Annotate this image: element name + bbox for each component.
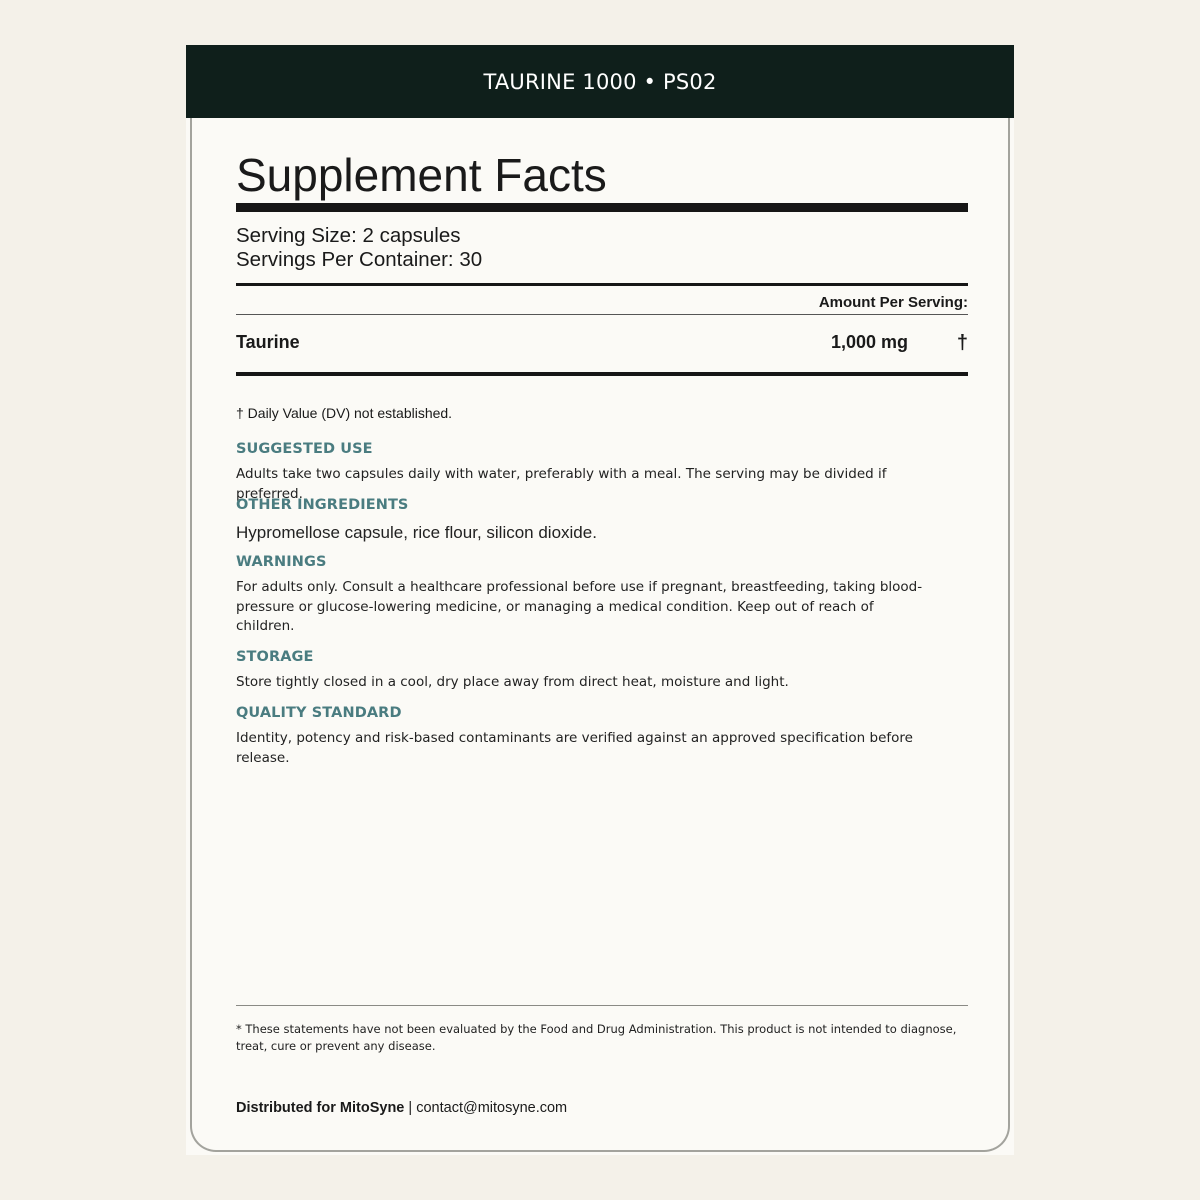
storage-heading: STORAGE bbox=[236, 649, 314, 665]
nutrient-row bbox=[236, 332, 968, 358]
nutrient-name: Taurine bbox=[236, 332, 300, 352]
serving-size: Serving Size: 2 capsules bbox=[236, 224, 461, 247]
distributor-line bbox=[236, 1100, 567, 1116]
suggested-use-heading: SUGGESTED USE bbox=[236, 441, 373, 457]
amount-per-serving-header: Amount Per Serving: bbox=[818, 294, 968, 311]
facts-title: Supplement Facts bbox=[236, 149, 607, 201]
nutrient-dv-symbol: † bbox=[956, 332, 968, 354]
supplement-label bbox=[186, 45, 1014, 1155]
dv-note: † Daily Value (DV) not established. bbox=[236, 405, 453, 421]
product-title: TAURINE 1000 • PS02 bbox=[483, 69, 717, 94]
footer-rule bbox=[236, 1005, 968, 1006]
servings-per-container: Servings Per Container: 30 bbox=[236, 248, 483, 271]
nutrient-amount: 1,000 mg bbox=[830, 332, 908, 352]
contact-email: contact@mitosyne.com bbox=[416, 1100, 568, 1116]
other-ingredients-heading: OTHER INGREDIENTS bbox=[236, 497, 409, 513]
storage-text: Store tightly closed in a cool, dry place away from direct heat, moisture and light. bbox=[236, 674, 789, 690]
warnings-text: For adults only. Consult a healthcare professional before use if pregnant, breastfeeding, taking blood-pressure or glucose-lowering medicine, or managing a medical condition. Keep out of reach of children. bbox=[236, 579, 923, 634]
product-header-bar bbox=[186, 45, 1014, 118]
facts-rule-bottom bbox=[236, 372, 968, 376]
facts-rule-thick bbox=[236, 203, 968, 212]
label-panel bbox=[190, 118, 1010, 1152]
distributor-separator: | bbox=[408, 1100, 413, 1116]
quality-standard-text: Identity, potency and risk-based contaminants are verified against an approved specification before release. bbox=[236, 730, 913, 766]
serving-info bbox=[236, 224, 482, 272]
quality-standard-heading: QUALITY STANDARD bbox=[236, 705, 402, 721]
facts-rule-medium bbox=[236, 283, 968, 286]
other-ingredients-text: Hypromellose capsule, rice flour, silicon dioxide. bbox=[236, 523, 597, 542]
distributor-label: Distributed for MitoSyne bbox=[236, 1100, 405, 1116]
facts-rule-thin bbox=[236, 314, 968, 315]
suggested-use-text: Adults take two capsules daily with water, preferably with a meal. The serving may be divided if preferred. bbox=[236, 466, 887, 502]
warnings-heading: WARNINGS bbox=[236, 554, 327, 570]
fda-disclaimer: * These statements have not been evaluated by the Food and Drug Administration. This product is not intended to diagnose, treat, cure or prevent any disease. bbox=[236, 1022, 957, 1053]
